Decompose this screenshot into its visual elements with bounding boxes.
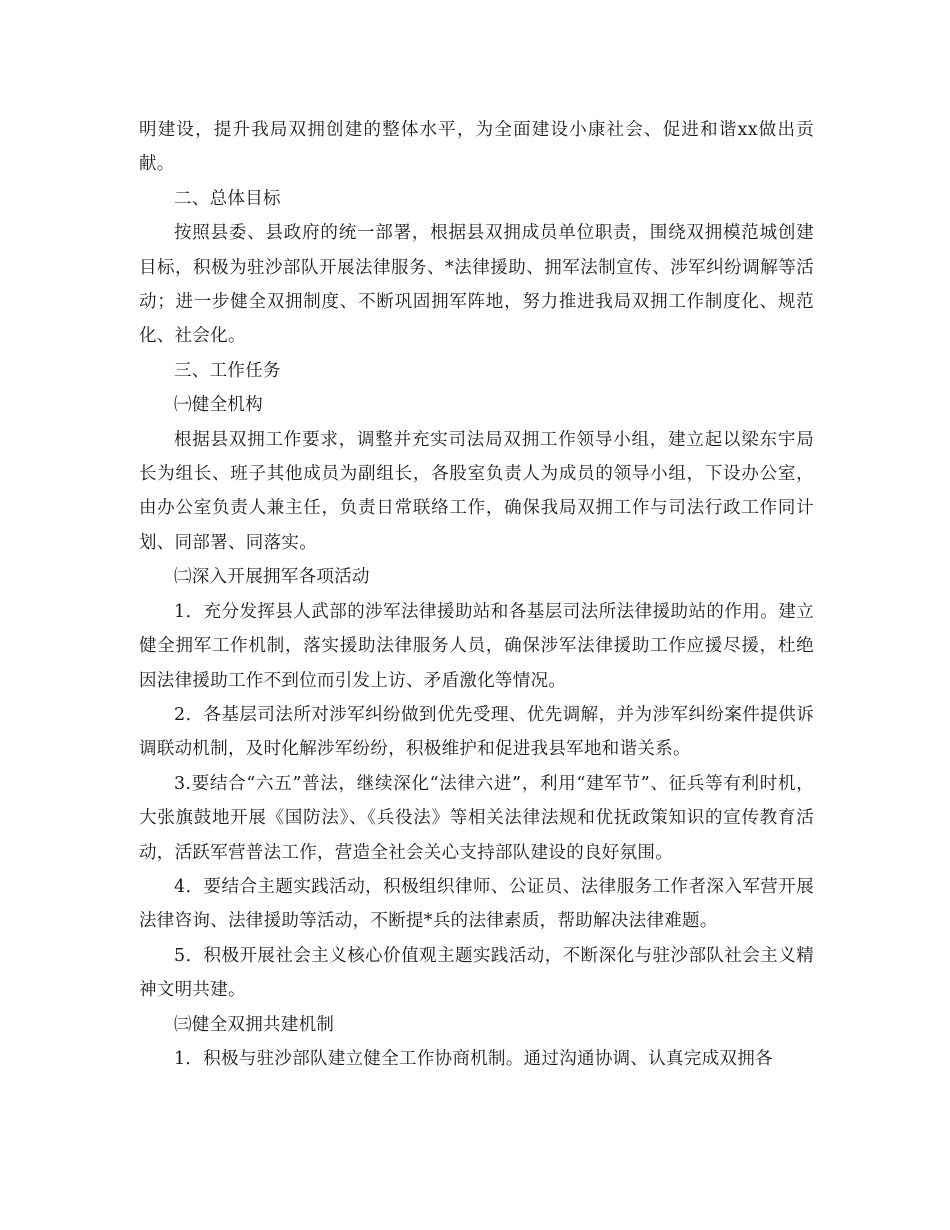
heading-work-tasks: 三、工作任务: [174, 360, 281, 381]
list-item-mechanism-1: 1．积极与驻沙部队建立健全工作协商机制。通过沟通协调、认真完成双拥各: [174, 1048, 773, 1069]
list-item-activity-1: 1．充分发挥县人武部的涉军法律援助站和各基层司法所法律援助站的作用。建立健全拥军工作机制，落实援助法律服务人员，确保涉军法律援助工作应援尽援，杜绝因法律援助工作不到位而引发上访、矛盾激化等情况。: [139, 601, 814, 691]
paragraph-overall-goal: 按照县委、县政府的统一部署，根据县双拥成员单位职责，围绕双拥模范城创建目标，积极为驻沙部队开展法律服务、*法律援助、拥军法制宣传、涉军纠纷调解等活动；进一步健全双拥制度、不断巩固拥军阵地，努力推进我局双拥工作制度化、规范化、社会化。: [139, 223, 814, 347]
document-page: [139, 113, 814, 1076]
list-item-activity-2: 2．各基层司法所对涉军纠纷做到优先受理、优先调解，并为涉军纠纷案件提供诉调联动机制，及时化解涉军纷纷，积极维护和促进我县军地和谐关系。: [139, 704, 814, 760]
list-item-activity-5: 5．积极开展社会主义核心价值观主题实践活动，不断深化与驻沙部队社会主义精神文明共建。: [139, 945, 814, 1001]
paragraph-organization: 根据县双拥工作要求，调整并充实司法局双拥工作领导小组，建立起以梁东宇局长为组长、班子其他成员为副组长，各股室负责人为成员的领导小组，下设办公室，由办公室负责人兼主任，负责日常联络工作，确保我局双拥工作与司法行政工作同计划、同部署、同落实。: [139, 429, 814, 553]
paragraph-continuation: 明建设，提升我局双拥创建的整体水平，为全面建设小康社会、促进和谐xx做出贡献。: [139, 120, 814, 175]
list-item-activity-4: 4．要结合主题实践活动，积极组织律师、公证员、法律服务工作者深入军营开展法律咨询、法律援助等活动，不断提*兵的法律素质，帮助解决法律难题。: [139, 876, 814, 932]
subheading-mechanism: ㈢健全双拥共建机制: [174, 1014, 335, 1035]
list-item-activity-3: 3.要结合“六五”普法，继续深化“法律六进”，利用“建军节”、征兵等有利时机，大张旗鼓地开展《国防法》、《兵役法》等相关法律法规和优抚政策知识的宣传教育活动，活跃军营普法工作，营造全社会关心支持部队建设的良好氛围。: [139, 773, 814, 863]
subheading-organization: ㈠健全机构: [174, 395, 263, 416]
heading-overall-goal: 二、总体目标: [174, 188, 281, 209]
subheading-activities: ㈡深入开展拥军各项活动: [174, 567, 370, 588]
